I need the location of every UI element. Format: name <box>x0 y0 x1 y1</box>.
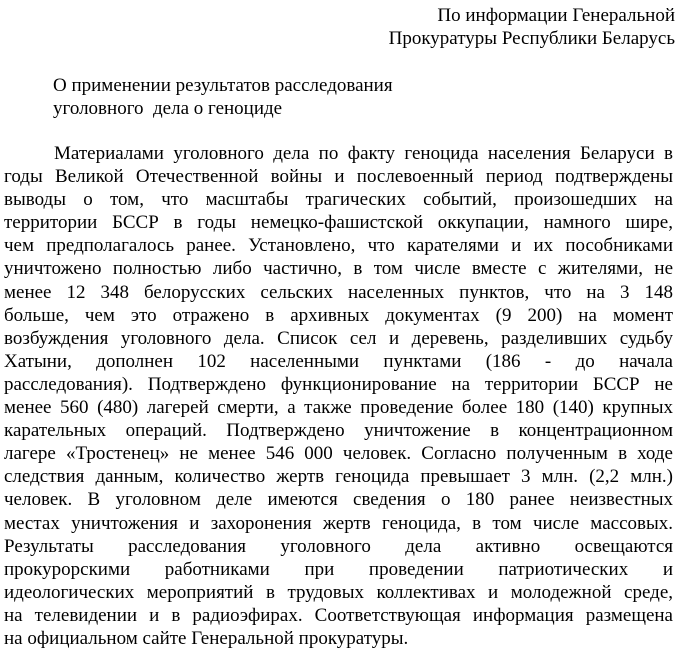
body-line: Результаты расследования уголовного дела активно освещаются <box>4 535 673 557</box>
body-line: больше, чем это отражено в архивных документах (9 200) на момент <box>4 304 673 326</box>
body-line: возбуждения уголовного дела. Список сел и деревень, разделивших судьбу <box>4 327 673 349</box>
body-line: менее 12 348 белорусских сельских населенных пунктов, что на 3 148 <box>4 281 673 303</box>
body-paragraph <box>4 142 673 650</box>
body-line: Материалами уголовного дела по факту геноцида населения Беларуси в <box>54 143 673 164</box>
subject-line-2: уголовного дела о геноциде <box>53 98 283 119</box>
body-line: Хатыни, дополнен 102 населенными пунктами (186 - до начала <box>4 350 673 372</box>
body-line: годы Великой Отечественной войны и послевоенный период подтверждены <box>4 166 673 188</box>
body-line: прокурорскими работниками при проведении патриотических и <box>4 558 673 580</box>
body-line: лагере «Тростенец» не менее 546 000 человек. Согласно полученным в ходе <box>4 443 673 465</box>
source-header <box>389 4 675 50</box>
body-line: на официальном сайте Генеральной прокуратуры. <box>4 627 409 649</box>
body-line: на телевидении и в радиоэфирах. Соответствующая информация размещена <box>4 604 673 626</box>
subject-line-1: О применении результатов расследования <box>53 75 393 96</box>
body-line: следствия данным, количество жертв геноцида превышает 3 млн. (2,2 млн.) <box>4 466 673 488</box>
body-line: карательных операций. Подтверждено уничтожение в концентрационном <box>4 420 673 442</box>
document-subject <box>53 74 393 120</box>
body-line: местах уничтожения и захоронения жертв геноцида, в том числе массовых. <box>4 512 673 534</box>
body-line: уничтожено полностью либо частично, в том числе вместе с жителями, не <box>4 258 673 280</box>
body-line: идеологических мероприятий в трудовых коллективах и молодежной среде, <box>4 581 673 603</box>
body-line: расследования). Подтверждено функционирование на территории БССР не <box>4 373 673 395</box>
source-header-line-1: По информации Генеральной <box>437 5 675 26</box>
body-line: человек. В уголовном деле имеются сведения о 180 ранее неизвестных <box>4 489 673 511</box>
source-header-line-2: Прокуратуры Республики Беларусь <box>388 28 675 49</box>
body-line: выводы о том, что масштабы трагических событий, произошедших на <box>4 189 673 211</box>
body-line: менее 560 (480) лагерей смерти, а также проведение более 180 (140) крупных <box>4 397 673 419</box>
body-line: чем предполагалось ранее. Установлено, что карателями и их пособниками <box>4 235 673 257</box>
body-line: территории БССР в годы немецко-фашистской оккупации, намного шире, <box>4 212 673 234</box>
